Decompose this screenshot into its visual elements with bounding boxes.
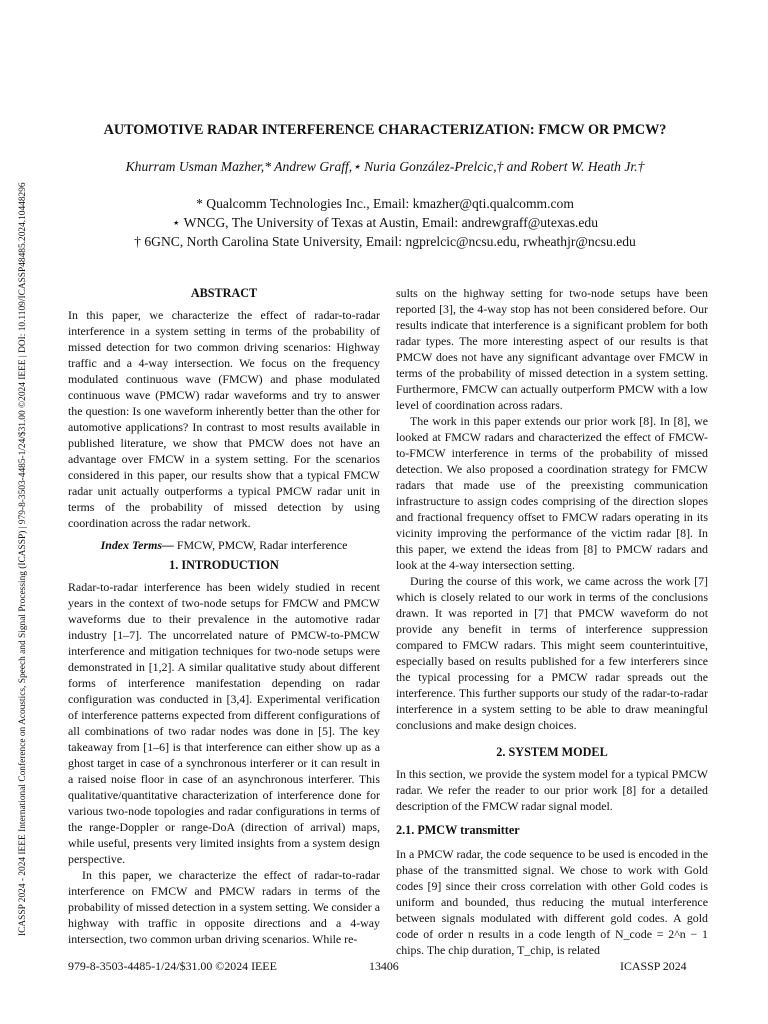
affiliation-ut-austin: ⋆ WNCG, The University of Texas at Austin, Email: andrewgraff@utexas.edu [171,215,599,230]
author-list: Khurram Usman Mazher,* Andrew Graff,⋆ Nuria González-Prelcic,† and Robert W. Heath Jr.† [125,159,645,174]
system-model-paragraph-1: In this section, we provide the system model for a typical PMCW radar. We refer the reader to our prior work [8] for a detailed description of the FMCW radar signal model. [396,767,708,813]
sidebar-citation: ICASSP 2024 - 2024 IEEE International Conference on Acoustics, Speech and Signal Processing (ICASSP) | 979-8-3503-4485-1/24/$31.00 ©2024 IEEE | DOI: 10.1109/ICASSP48485.2024.10448296 [18,182,28,936]
doi-sidebar [8,96,28,936]
left-column [68,285,380,947]
intro-paragraph-2-part-b: sults on the highway setting for two-node setups have been reported [3], the 4-way stop has not been considered before. Our results indicate that interference is a significant problem for both radar types. The more interesting aspect of our results is that PMCW does not have any significant advantage over FMCW in terms of the probability of missed detection in a system setting. Furthermore, FMCW can actually outperform PMCW with a low level of coordination across radars. [396,286,708,412]
footer-page-number: 13406 [369,959,399,973]
footer-conference: ICASSP 2024 [620,959,687,973]
intro-paragraph-1: Radar-to-radar interference has been widely studied in recent years in the context of two-node setups for FMCW and PMCW waveforms due to their prevalence in the automotive radar industry [1–7]. The uncorrelated nature of PMCW-to-PMCW interference and mitigation techniques for two-node setups were demonstrated in [1,2]. A similar qualitative study about different forms of interference manifestation depending on radar configuration was conducted in [3,4]. Experimental verification of interference patterns expected from different configurations of all combinations of two radar nodes was done in [5]. The key takeaway from [1–6] is that interference can either show up as a ghost target in case of a synchronous interferer or it can result in a raised noise floor in case of an asynchronous interferer. This qualitative/quantitative characterization of interference done for various two-node topologies and radar configurations in terms of the range-Doppler or range-DoA (direction of arrival) maps, while useful, presents very limited insights from a system design perspective. [68,580,380,866]
abstract-heading: ABSTRACT [190,286,258,300]
paper-title: AUTOMOTIVE RADAR INTERFERENCE CHARACTERIZATION: FMCW OR PMCW? [103,122,667,138]
right-column [396,285,708,958]
affiliation-ncsu: † 6GNC, North Carolina State University, Email: ngprelcic@ncsu.edu, rwheathjr@ncsu.edu [134,234,636,249]
abstract-text: In this paper, we characterize the effect of radar-to-radar interference in a system setting in terms of the probability of missed detection for two common driving scenarios: Highway traffic and a 4-way intersection. We focus on the frequency modulated continuous wave (FMCW) and phase modulated continuous wave (PMCW) radar waveforms and try to answer the question: Is one waveform inherently better than the other for automotive applications? In contrast to most results available in published literature, we show that PMCW does not have an advantage over FMCW in a system setting. For the scenarios considered in this paper, our results show that a typical FMCW radar unit actually outperforms a typical PMCW radar unit in terms of the probability of missed detection by using coordination across the radar network. [68,308,380,530]
affiliation-qualcomm: * Qualcomm Technologies Inc., Email: kmazher@qti.qualcomm.com [196,196,574,211]
footer-copyright: 979-8-3503-4485-1/24/$31.00 ©2024 IEEE [68,959,277,973]
pmcw-transmitter-heading: 2.1. PMCW transmitter [396,823,520,837]
system-model-paragraph-2: In a PMCW radar, the code sequence to be used is encoded in the phase of the transmitted signal. We chose to work with Gold codes [9] since their cross correlation with other Gold codes is uniform and bounded, thus reducing the mutual interference between signals modulated with different gold codes. A gold code of order n results in a code length of N_code = 2^n − 1 chips. The chip duration, T_chip, is related [396,847,708,957]
intro-paragraph-4: During the course of this work, we came across the work [7] which is closely related to our work in terms of the conclusions drawn. It was reported in [7] that PMCW waveform do not provide any benefit in terms of interference suppression compared to FMCW radars. This might seem counterintuitive, especially based on results published for a few interferers since the typical processing for a PMCW radar spreads out the interference. This further supports our study of the radar-to-radar interference in a system setting to be able to draw meaningful conclusions and make design choices. [396,574,708,732]
index-terms-label: Index Terms— [100,538,174,552]
system-model-heading: 2. SYSTEM MODEL [496,745,608,759]
intro-paragraph-2-part-a: In this paper, we characterize the effect of radar-to-radar interference on FMCW and PMCW radars in terms of the probability of missed detection in a system setting. We consider a highway with traffic in opposite directions and a 4-way intersection, two common urban driving scenarios. While re- [68,868,380,946]
intro-paragraph-3: The work in this paper extends our prior work [8]. In [8], we looked at FMCW radars and characterized the effect of FMCW-to-FMCW interference in terms of the probability of missed detection. We also proposed a coordination strategy for FMCW radars that made use of the preexisting communication infrastructure to assign codes comprising of the direction slopes and fractional frequency offset to FMCW radars operating in its vicinity improving the performance of the victim radar [8]. In this paper, we extend the ideas from [8] to PMCW radars and look at the 4-way intersection setting. [396,414,708,572]
index-terms [68,537,380,553]
index-terms-list: FMCW, PMCW, Radar interference [176,538,348,552]
introduction-heading: 1. INTRODUCTION [169,558,279,572]
